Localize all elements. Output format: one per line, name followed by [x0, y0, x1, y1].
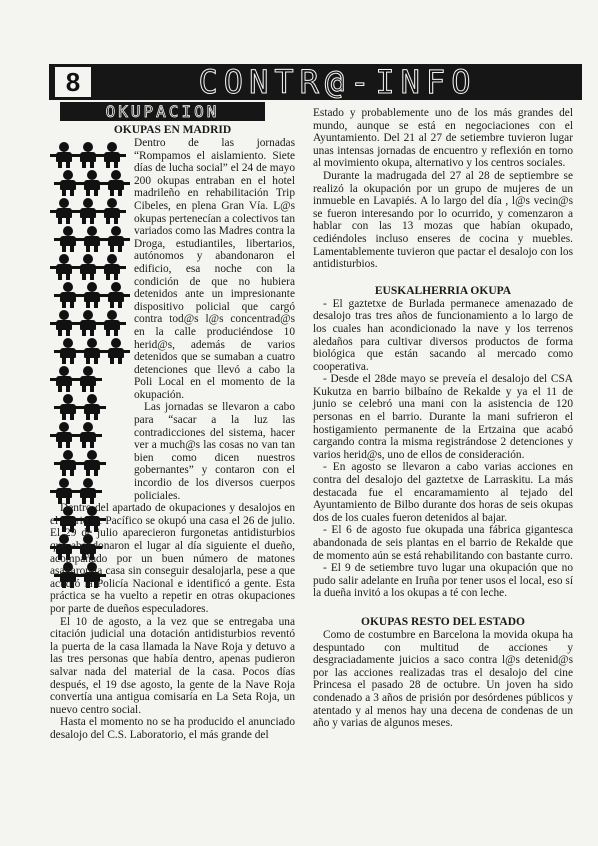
euskal-p3: - En agosto se llevaron a cabo varias acciones en contra del desalojo del gaztetxe de Larraskitu. La más destacada fue el encaramamiento al tejado del Ayuntamiento de Bilbo durante dos horas de seis okupas dos de los cuales fueron detenidos al bajar. [313, 461, 573, 524]
madrid-p6: Durante la madrugada del 27 al 28 de septiembre se realizó la okupación por un grupo de mujeres de un inmueble en Lavapiés. A lo largo del día , l@s vecin@s se fueron interesando por lo ocurrido, y comenzaron a hablar con las 13 mozas que habían okupado, cediéndoles incluso enseres de cocina y muebles. Lamentablemente tuvieron que pactar el desalojo con los antidisturbios. [313, 169, 573, 271]
article-title-euskal: EUSKALHERRIA OKUPA [374, 284, 512, 297]
madrid-p1: Dentro de las jornadas “Rompamos el aislamiento. Siete días de lucha social” el 24 de mayo 200 okupas entraban en el hotel madrileño en rehabilitación Trip Cibeles, en plena Gran Vía. L@s okupas pertenecían a colectivos tan variados como las Madres contra la Droga, estudiantiles, libertarios, autónomos y abandonaron el edificio, esa noche con la condición de que no hubiera detenidos ante un impresionante dispositivo policial que cargó contra tod@s l@s concentrad@s en la calle produciéndose 10 herid@s, además de varios detenidos que se sumaban a cuatro detenciones que llevó a cabo la Poli Local en el momento de la okupación. [134, 137, 295, 401]
euskal-p2: - Desde el 28de mayo se preveía el desalojo del CSA Kukutza en barrio bilbaíno de Rekalde y ya el 11 de junio se celebró una mani con la asistencia de 120 personas en el barrio. Durante la mani sufrieron el hostigamiento permanente de la Ertzaina que acabó cargando contra la misma registrándose 2 detenciones y varios herid@s, uno de ellos de consideración. [313, 373, 573, 461]
euskal-p4: - El 6 de agosto fue okupada una fábrica gigantesca abandonada de seis plantas en el barrio de Rekalde que de momento aún se está rehabilitando con bastante curro. [313, 524, 573, 562]
euskal-p5: - El 9 de setiembre tuvo lugar una okupación que no pudo salir adelante en Iruña por tener usos el local, eso sí la dueña invitó a los okupas a té con leche. [313, 562, 573, 600]
madrid-p5: Hasta el momento no se ha producido el anunciado desalojo del C.S. Laboratorio, el más grande del [50, 716, 295, 741]
masthead-title: CONTR@-INFO [198, 63, 477, 101]
right-column [313, 107, 573, 730]
resto-p1: Como de costumbre en Barcelona la movida okupa ha despuntado con multitud de acciones y desgraciadamente juicios a saco contra l@s detenid@s por las acciones realizadas tras el desalojo del cine Princesa el pasado 28 de octubre. Un joven ha sido condenado a 3 años de prisión por desórdenes públicos y atentado y al menos hay una decena de condenas de un año y varias de algunos meses. [313, 628, 573, 730]
euskal-p1: - El gaztetxe de Burlada permanece amenazado de desalojo tras tres años de funcionamiento a lo largo de los cuales han acondicionado la nave y los terrenos aledaños para cultivar diversos productos de forma biológica que están sacando al mercado como cooperativa. [313, 297, 573, 373]
madrid-p3: Dentro del apartado de okupaciones y desalojos en el barrio de Pacífico se okupó una casa el 26 de julio. El 29 de julio aparecieron furgonetas antidisturbios que abandonaron el lugar al día siguiente el dueño, acompañado por un buen número de matones asaltaron la casa sin conseguir desalojarla, pese a que acudió la Policía Nacional e identificó a gente. Esta práctica se ha vuelto a repetir en otras okupaciones por parte de dueños especuladores. [50, 502, 295, 615]
page-number: 8 [53, 65, 93, 99]
section-title: OKUPACION [60, 102, 265, 121]
article-title-resto: OKUPAS RESTO DEL ESTADO [361, 615, 525, 628]
masthead-bar [49, 64, 582, 100]
article-title-madrid: OKUPAS EN MADRID [113, 124, 232, 136]
left-column [50, 124, 295, 742]
madrid-p4: El 10 de agosto, a la vez que se entregaba una citación judicial una dotación antidisturbios reventó la puerta de la casa llamada la Nave Roja y detuvo a las tres personas que había dentro, apenas pudieron salvar nada del material de la casa. Pocos días después, el 19 dse agosto, la gente de la Nave Roja convertía una antigua comisaría en La Seta Roja, un nuevo centro social. [50, 615, 295, 716]
madrid-p2: Las jornadas se llevaron a cabo para “sacar a la luz las contradicciones del sistema, hacer ver a much@s las cosas no van tan bien como dicen nuestros gobernantes” y contaron con el incordio de los diversos cuerpos policiales. [134, 401, 295, 502]
madrid-p5b: Estado y probablemente uno de los más grandes del mundo, aunque se está en negociaciones con el Ayuntamiento. Del 21 al 27 de setiembre tuvieron lugar unas intensas jornadas de encuentro y reflexión en torno al movimiento okupa, alternativo y los centros sociales. [313, 107, 573, 170]
article-body-madrid [50, 137, 295, 742]
